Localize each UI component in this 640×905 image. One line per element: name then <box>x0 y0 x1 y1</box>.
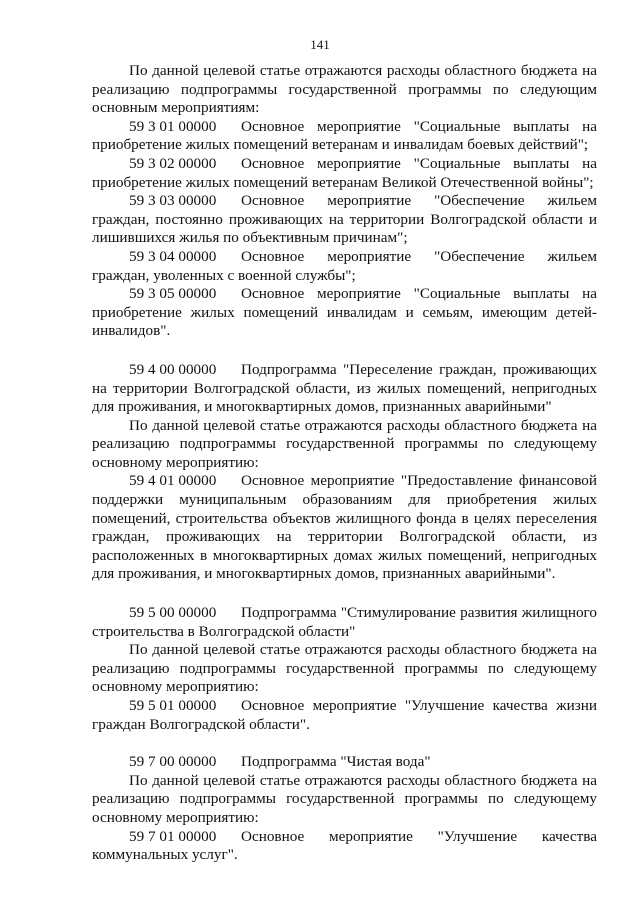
subprogram-title: Подпрограмма "Стимулирование развития жилищного строительства в Волгоградской области" <box>92 604 597 640</box>
page-content <box>92 62 597 865</box>
subprogram-code: 59 4 00 00000 <box>129 360 217 378</box>
subprogram-code: 59 7 00 00000 <box>129 753 217 771</box>
item-text: Основное мероприятие "Обеспечение жильем граждан, постоянно проживающих на территории Волгоградской области и лишившихся жилья по объективным причинам"; <box>92 192 597 247</box>
subprogram-code: 59 5 00 00000 <box>129 604 217 622</box>
spacer <box>92 734 597 753</box>
measure-item <box>92 828 597 865</box>
spacer <box>92 341 597 361</box>
item-code: 59 7 01 00000 <box>129 827 217 845</box>
item-text: Основное мероприятие "Социальные выплаты на приобретение жилых помещений ветеранам Великой Отечественной войны"; <box>92 154 597 191</box>
item-code: 59 3 03 00000 <box>129 192 217 210</box>
subprogram-heading <box>92 753 597 772</box>
item-text: Основное мероприятие "Улучшение качества жизни граждан Волгоградской области". <box>92 697 597 733</box>
item-text: Основное мероприятие "Улучшение качества коммунальных услуг". <box>92 827 597 864</box>
item-code: 59 3 05 00000 <box>129 285 217 303</box>
item-code: 59 4 01 00000 <box>129 472 217 490</box>
measure-item <box>92 118 597 155</box>
item-text: Основное мероприятие "Предоставление финансовой поддержки муниципальным образованиям для приобретения жилых помещений, строительства объектов жилищного фонда в целях переселения граждан, проживающих на территории Волгоградской области, из расположенных в многоквартирных домах жилых помещений, непригодных для проживания, и многоквартирных домов, признанных аварийными". <box>92 472 597 583</box>
subprogram-title: Подпрограмма "Чистая вода" <box>241 753 431 771</box>
measure-item <box>92 155 597 192</box>
measure-item <box>92 697 597 734</box>
subprogram-heading <box>92 361 597 417</box>
subprogram-heading <box>92 604 597 641</box>
intro-paragraph: По данной целевой статье отражаются расходы областного бюджета на реализацию подпрограммы государственной программы по следующим основным мероприятиям: <box>92 62 597 117</box>
item-code: 59 3 02 00000 <box>129 154 217 172</box>
item-text: Основное мероприятие "Обеспечение жильем граждан, уволенных с военной службы"; <box>92 247 597 284</box>
measure-item <box>92 248 597 285</box>
subprogram-title: Подпрограмма "Переселение граждан, проживающих на территории Волгоградской области, из жилых помещений, непригодных для проживания, и многоквартирных домов, признанных аварийными" <box>92 360 597 416</box>
item-text: Основное мероприятие "Социальные выплаты на приобретение жилых помещений инвалидам и семьям, имеющим детей-инвалидов". <box>92 285 597 340</box>
measure-item <box>92 472 597 584</box>
measure-item <box>92 192 597 248</box>
item-code: 59 3 01 00000 <box>129 117 217 135</box>
intro-paragraph: По данной целевой статье отражаются расходы областного бюджета на реализацию подпрограммы государственной программы по следующему основному мероприятию: <box>92 416 597 471</box>
item-code: 59 3 04 00000 <box>129 247 217 265</box>
intro-paragraph: По данной целевой статье отражаются расходы областного бюджета на реализацию подпрограммы государственной программы по следующему основному мероприятию: <box>92 641 597 696</box>
measure-item <box>92 285 597 341</box>
spacer <box>92 584 597 604</box>
intro-paragraph: По данной целевой статье отражаются расходы областного бюджета на реализацию подпрограммы государственной программы по следующему основному мероприятию: <box>92 771 597 826</box>
page-number: 141 <box>310 37 330 52</box>
item-text: Основное мероприятие "Социальные выплаты на приобретение жилых помещений ветеранам и инвалидам боевых действий"; <box>92 117 597 154</box>
item-code: 59 5 01 00000 <box>129 697 217 714</box>
